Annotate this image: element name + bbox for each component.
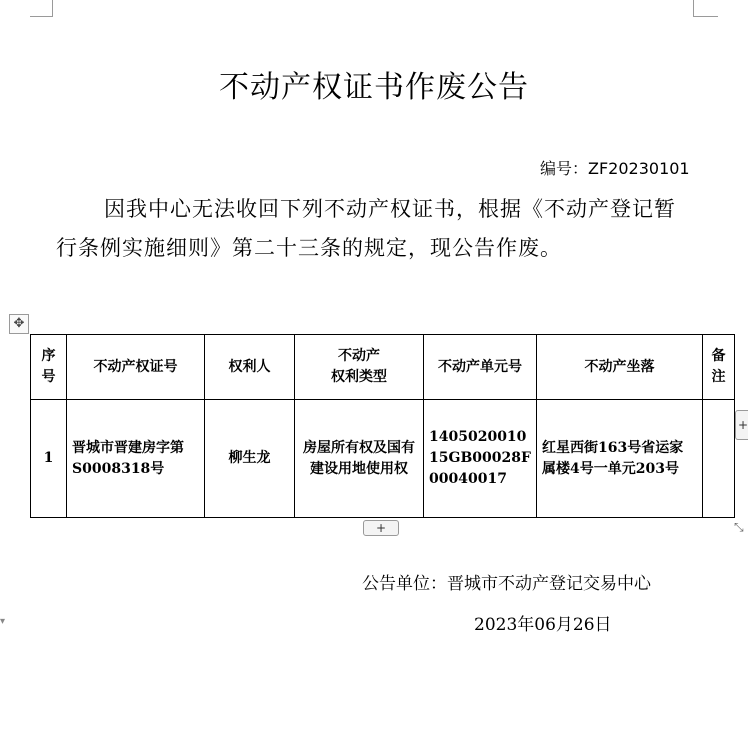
- issue-date: 2023年06月26日: [474, 615, 612, 635]
- page-corner-mark-left: [30, 0, 53, 17]
- cell-location: 红星西街163号省运家属楼4号一单元203号: [537, 400, 703, 518]
- cell-cert-no: 晋城市晋建房字第S0008318号: [67, 400, 205, 518]
- margin-marker-icon: ▾: [0, 616, 6, 627]
- certificate-table: [30, 334, 735, 518]
- cell-seq: 1: [31, 400, 67, 518]
- header-location: 不动产坐落: [537, 335, 703, 400]
- table-move-handle-icon[interactable]: ✥: [9, 314, 29, 334]
- table-header-row: [31, 335, 735, 400]
- add-row-button[interactable]: +: [363, 520, 399, 536]
- header-cert-no: 不动产权证号: [67, 335, 205, 400]
- cell-right-type: 房屋所有权及国有建设用地使用权: [295, 400, 424, 518]
- header-right-type: 不动产 权利类型: [295, 335, 424, 400]
- header-owner: 权利人: [205, 335, 295, 400]
- issuer-line: 公告单位：晋城市不动产登记交易中心: [362, 574, 651, 594]
- table-row: [31, 400, 735, 518]
- header-unit-no: 不动产单元号: [424, 335, 537, 400]
- page-corner-mark-right: [693, 0, 718, 17]
- table-resize-handle-icon[interactable]: ⤡: [734, 520, 744, 534]
- announcement-paragraph: 因我中心无法收回下列不动产权证书，根据《不动产登记暂行条例实施细则》第二十三条的规定，现公告作废。: [56, 197, 676, 260]
- header-remark: 备 注: [703, 335, 735, 400]
- cell-owner: 柳生龙: [205, 400, 295, 518]
- document-number: 编号：ZF20230101: [540, 159, 690, 178]
- cell-remark: [703, 400, 735, 518]
- header-seq: 序 号: [31, 335, 67, 400]
- document-title: 不动产权证书作废公告: [219, 70, 529, 105]
- add-column-button[interactable]: +: [735, 410, 748, 440]
- cell-unit-no: 140502001015GB00028F00040017: [424, 400, 537, 518]
